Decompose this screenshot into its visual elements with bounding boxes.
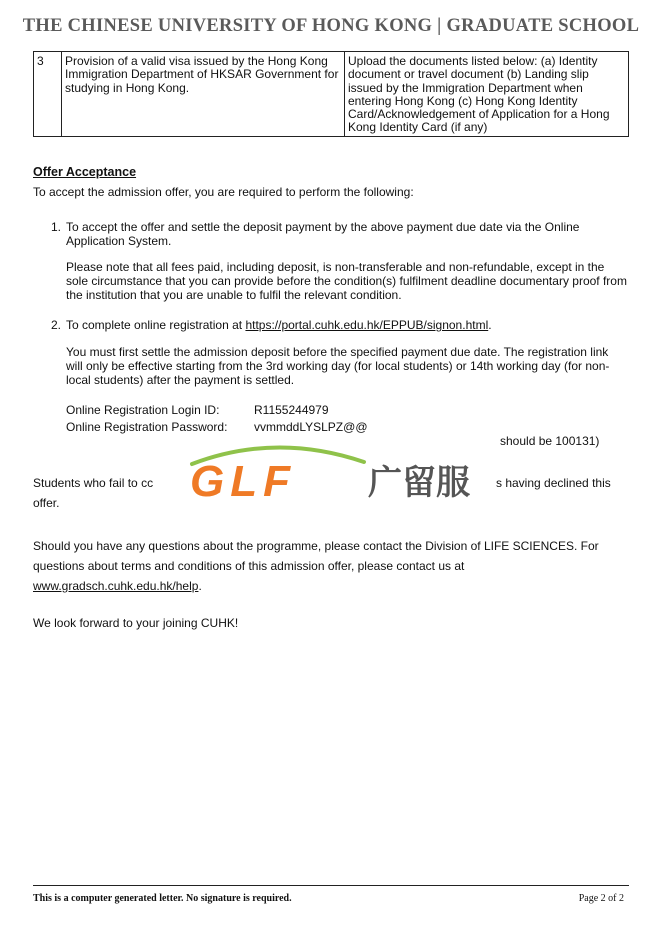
fail-notice-tail: offer.	[33, 496, 60, 510]
offer-acceptance-heading: Offer Acceptance	[33, 165, 137, 179]
watermark-chinese: 广留服	[368, 463, 470, 500]
password-value: vvmmddLYSLPZ@@	[254, 420, 368, 434]
page-header-title: THE CHINESE UNIVERSITY OF HONG KONG | GRADUATE SCHOOL	[22, 16, 640, 36]
page-number: Page 2 of 2	[578, 893, 624, 904]
item2-text	[66, 318, 628, 332]
password-label: Online Registration Password:	[66, 420, 228, 434]
requirement-cell: Provision of a valid visa issued by the Hong Kong Immigration Department of HKSAR Government for studying in Hong Kong.	[62, 52, 345, 137]
contact-paragraph	[33, 536, 629, 596]
closing-text: We look forward to your joining CUHK!	[33, 616, 239, 630]
password-line	[66, 420, 368, 434]
item2-prefix: To complete online registration at	[66, 318, 246, 332]
contact-suffix: .	[198, 579, 202, 593]
login-id-label: Online Registration Login ID:	[66, 403, 220, 417]
item1-number: 1.	[51, 220, 62, 234]
table-row	[34, 52, 629, 137]
help-link[interactable]: www.gradsch.cuhk.edu.hk/help	[33, 579, 199, 593]
item1-text: To accept the offer and settle the deposit payment by the above payment due date via the Online Application System.	[66, 220, 580, 248]
row-number: 3	[34, 52, 62, 137]
contact-text: Should you have any questions about the programme, please contact the Division of LIFE SCIENCES. For questions about terms and conditions of this admission offer, please contact us at	[33, 539, 599, 573]
login-id-line	[66, 403, 329, 417]
requirements-table	[33, 51, 629, 137]
glf-watermark-logo	[186, 438, 482, 500]
item1-note: Please note that all fees paid, including deposit, is non-transferable and non-refundable, except in the sole circumstance that you can provide before the condition(s) fulfilment deadline documentary proof from the institution that you are unable to fulfil the relevant condition.	[66, 260, 627, 302]
offer-intro: To accept the admission offer, you are required to perform the following:	[33, 185, 414, 199]
password-hint: should be 100131)	[500, 434, 600, 448]
item2-note: You must first settle the admission deposit before the specified payment due date. The registration link will only be effective starting from the 3rd working day (for local students) or 14th working day (for non-local students) after the payment is settled.	[66, 345, 610, 387]
fail-notice-left: Students who fail to cc	[33, 476, 154, 490]
footer-note: This is a computer generated letter. No signature is required.	[33, 893, 292, 904]
item2-number: 2.	[51, 318, 62, 332]
watermark-letters: GLF	[190, 457, 296, 500]
item2-suffix: .	[488, 318, 492, 332]
documents-cell: Upload the documents listed below: (a) Identity document or travel document (b) Landing slip issued by the Immigration Department when entering Hong Kong (c) Hong Kong Identity Card/Acknowledgement of Application for a Hong Kong Identity Card (if any)	[345, 52, 629, 137]
fail-notice-right: s having declined this	[496, 476, 611, 490]
registration-link[interactable]: https://portal.cuhk.edu.hk/EPPUB/signon.html	[245, 318, 489, 332]
footer-divider	[33, 885, 629, 886]
login-id-value: R1155244979	[254, 403, 329, 417]
